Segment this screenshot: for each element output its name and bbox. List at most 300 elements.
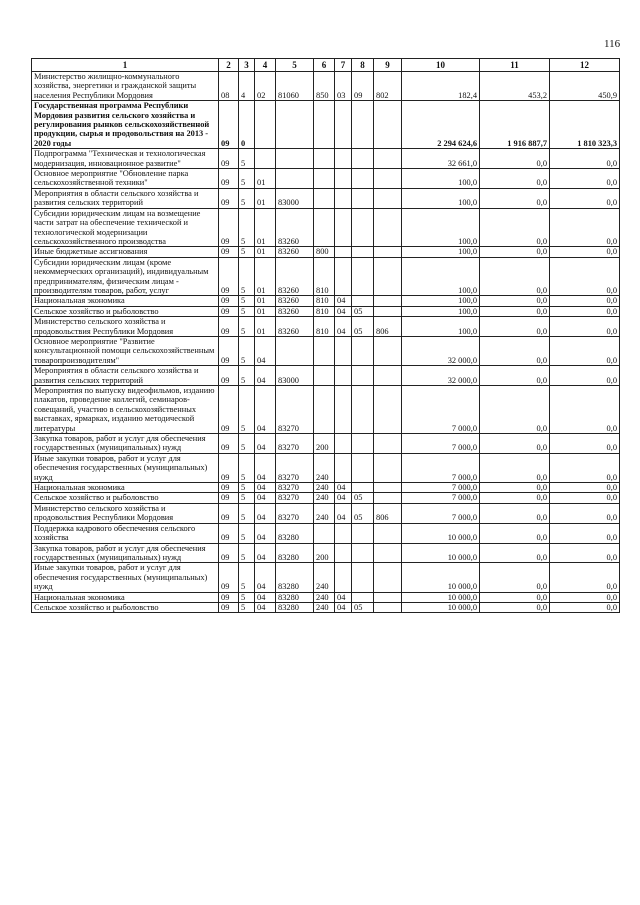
subsection-a-cell: 04: [335, 483, 352, 493]
item-name-cell: Национальная экономика: [32, 483, 219, 493]
target-article-cell: 83000: [276, 366, 314, 386]
expense-type-cell: [314, 149, 335, 169]
amount-year3-cell: 0,0: [550, 453, 620, 482]
expense-type-cell: 240: [314, 493, 335, 503]
event-code-cell: 04: [255, 386, 276, 434]
amount-year1-cell: 100,0: [402, 296, 480, 306]
event-code-cell: 04: [255, 366, 276, 386]
expense-type-cell: 200: [314, 434, 335, 454]
table-row: [32, 543, 620, 563]
ministry-code-cell: [374, 434, 402, 454]
program-code-cell: 5: [239, 523, 255, 543]
ministry-code-cell: [374, 336, 402, 365]
subsection-a-cell: 03: [335, 72, 352, 101]
target-article-cell: 83280: [276, 602, 314, 612]
section-code-cell: 09: [219, 503, 239, 523]
event-code-cell: 01: [255, 169, 276, 189]
program-code-cell: 5: [239, 296, 255, 306]
ministry-code-cell: [374, 306, 402, 316]
item-name-cell: Министерство сельского хозяйства и продовольствия Республики Мордовия: [32, 503, 219, 523]
subsection-b-cell: [352, 434, 374, 454]
item-name-cell: Субсидии юридическим лицам на возмещение части затрат на обеспечение технической и технологической модернизации сельскохозяйственного производства: [32, 208, 219, 247]
amount-year1-cell: 100,0: [402, 247, 480, 257]
subsection-a-cell: [335, 563, 352, 592]
subsection-b-cell: [352, 563, 374, 592]
item-name-cell: Национальная экономика: [32, 296, 219, 306]
event-code-cell: 01: [255, 257, 276, 296]
target-article-cell: 81060: [276, 72, 314, 101]
ministry-code-cell: [374, 602, 402, 612]
item-name-cell: Субсидии юридическим лицам (кроме некоммерческих организаций), индивидуальным предпринимателям, физическим лицам - производителям товаров, работ, услуг: [32, 257, 219, 296]
section-code-cell: 09: [219, 296, 239, 306]
program-code-cell: 5: [239, 493, 255, 503]
ministry-code-cell: [374, 543, 402, 563]
ministry-code-cell: [374, 188, 402, 208]
expense-type-cell: 850: [314, 72, 335, 101]
section-code-cell: 09: [219, 493, 239, 503]
amount-year1-cell: 7 000,0: [402, 453, 480, 482]
table-row: [32, 72, 620, 101]
expense-type-cell: 200: [314, 543, 335, 563]
subsection-a-cell: [335, 336, 352, 365]
amount-year1-cell: 7 000,0: [402, 434, 480, 454]
section-code-cell: 09: [219, 602, 239, 612]
item-name-cell: Иные закупки товаров, работ и услуг для обеспечения государственных (муниципальных) нужд: [32, 563, 219, 592]
subsection-a-cell: 04: [335, 503, 352, 523]
event-code-cell: 04: [255, 602, 276, 612]
table-row: [32, 602, 620, 612]
item-name-cell: Иные закупки товаров, работ и услуг для обеспечения государственных (муниципальных) нужд: [32, 453, 219, 482]
subsection-b-cell: [352, 453, 374, 482]
ministry-code-cell: [374, 483, 402, 493]
ministry-code-cell: [374, 296, 402, 306]
program-code-cell: 5: [239, 208, 255, 247]
ministry-code-cell: [374, 523, 402, 543]
expense-type-cell: 240: [314, 483, 335, 493]
program-code-cell: 5: [239, 247, 255, 257]
subsection-b-cell: 09: [352, 72, 374, 101]
section-code-cell: 09: [219, 257, 239, 296]
ministry-code-cell: 806: [374, 503, 402, 523]
item-name-cell: Поддержка кадрового обеспечения сельского хозяйства: [32, 523, 219, 543]
subsection-b-cell: [352, 336, 374, 365]
expense-type-cell: 240: [314, 592, 335, 602]
subsection-b-cell: 05: [352, 503, 374, 523]
subsection-b-cell: 05: [352, 493, 374, 503]
amount-year1-cell: 7 000,0: [402, 386, 480, 434]
subsection-a-cell: [335, 523, 352, 543]
target-article-cell: 83270: [276, 493, 314, 503]
event-code-cell: 04: [255, 483, 276, 493]
event-code-cell: 01: [255, 317, 276, 337]
program-code-cell: 5: [239, 188, 255, 208]
amount-year3-cell: 0,0: [550, 169, 620, 189]
section-code-cell: 09: [219, 563, 239, 592]
target-article-cell: 83270: [276, 386, 314, 434]
table-row: [32, 188, 620, 208]
subsection-a-cell: [335, 386, 352, 434]
section-code-cell: 09: [219, 208, 239, 247]
subsection-b-cell: [352, 386, 374, 434]
section-code-cell: 09: [219, 101, 239, 149]
amount-year2-cell: 0,0: [480, 317, 550, 337]
ministry-code-cell: [374, 493, 402, 503]
ministry-code-cell: 802: [374, 72, 402, 101]
subsection-a-cell: [335, 188, 352, 208]
table-body: [32, 72, 620, 613]
expense-type-cell: [314, 101, 335, 149]
table-row: [32, 247, 620, 257]
ministry-code-cell: [374, 386, 402, 434]
program-code-cell: 5: [239, 306, 255, 316]
event-code-cell: 04: [255, 592, 276, 602]
amount-year1-cell: 10 000,0: [402, 592, 480, 602]
amount-year3-cell: 0,0: [550, 336, 620, 365]
amount-year3-cell: 0,0: [550, 257, 620, 296]
event-code-cell: 04: [255, 523, 276, 543]
event-code-cell: 04: [255, 563, 276, 592]
target-article-cell: 83260: [276, 296, 314, 306]
subsection-a-cell: 04: [335, 602, 352, 612]
amount-year1-cell: 32 000,0: [402, 336, 480, 365]
item-name-cell: Государственная программа Республики Мордовия развития сельского хозяйства и регулирования рынков сельскохозяйственной продукции, сырья и продовольствия на 2013 - 2020 годы: [32, 101, 219, 149]
expense-type-cell: [314, 523, 335, 543]
event-code-cell: 04: [255, 503, 276, 523]
event-code-cell: 01: [255, 247, 276, 257]
event-code-cell: 01: [255, 188, 276, 208]
ministry-code-cell: [374, 208, 402, 247]
subsection-b-cell: [352, 483, 374, 493]
table-row: [32, 503, 620, 523]
program-code-cell: 5: [239, 169, 255, 189]
subsection-a-cell: [335, 366, 352, 386]
subsection-a-cell: 04: [335, 296, 352, 306]
ministry-code-cell: [374, 592, 402, 602]
table-row: [32, 453, 620, 482]
table-row: [32, 523, 620, 543]
subsection-a-cell: [335, 208, 352, 247]
amount-year2-cell: 0,0: [480, 296, 550, 306]
target-article-cell: 83280: [276, 592, 314, 602]
target-article-cell: 83260: [276, 306, 314, 316]
amount-year2-cell: 0,0: [480, 336, 550, 365]
amount-year1-cell: 7 000,0: [402, 493, 480, 503]
amount-year2-cell: 0,0: [480, 386, 550, 434]
subsection-a-cell: 04: [335, 306, 352, 316]
table-row: [32, 169, 620, 189]
expense-type-cell: [314, 208, 335, 247]
table-row: [32, 296, 620, 306]
table-row: [32, 483, 620, 493]
program-code-cell: 0: [239, 101, 255, 149]
ministry-code-cell: [374, 453, 402, 482]
section-code-cell: 09: [219, 247, 239, 257]
amount-year3-cell: 0,0: [550, 306, 620, 316]
section-code-cell: 09: [219, 453, 239, 482]
amount-year3-cell: 0,0: [550, 493, 620, 503]
column-header: 2: [219, 59, 239, 72]
column-header: 5: [276, 59, 314, 72]
table-row: [32, 101, 620, 149]
amount-year3-cell: 0,0: [550, 523, 620, 543]
table-row: [32, 386, 620, 434]
subsection-b-cell: [352, 366, 374, 386]
item-name-cell: Сельское хозяйство и рыболовство: [32, 493, 219, 503]
expense-type-cell: 240: [314, 453, 335, 482]
section-code-cell: 09: [219, 592, 239, 602]
target-article-cell: 83260: [276, 317, 314, 337]
program-code-cell: 5: [239, 483, 255, 493]
amount-year3-cell: 0,0: [550, 503, 620, 523]
expense-type-cell: [314, 386, 335, 434]
amount-year2-cell: 0,0: [480, 208, 550, 247]
event-code-cell: 02: [255, 72, 276, 101]
amount-year2-cell: 453,2: [480, 72, 550, 101]
amount-year2-cell: 0,0: [480, 434, 550, 454]
section-code-cell: 09: [219, 483, 239, 493]
amount-year1-cell: 10 000,0: [402, 523, 480, 543]
column-header: 10: [402, 59, 480, 72]
expense-type-cell: [314, 169, 335, 189]
amount-year1-cell: 100,0: [402, 208, 480, 247]
amount-year2-cell: 0,0: [480, 493, 550, 503]
column-header: 9: [374, 59, 402, 72]
column-header: 7: [335, 59, 352, 72]
section-code-cell: 09: [219, 169, 239, 189]
amount-year2-cell: 0,0: [480, 483, 550, 493]
subsection-b-cell: [352, 523, 374, 543]
amount-year3-cell: 0,0: [550, 434, 620, 454]
amount-year3-cell: 0,0: [550, 366, 620, 386]
subsection-a-cell: 04: [335, 317, 352, 337]
section-code-cell: 09: [219, 336, 239, 365]
program-code-cell: 5: [239, 149, 255, 169]
amount-year2-cell: 0,0: [480, 188, 550, 208]
expense-type-cell: 810: [314, 296, 335, 306]
program-code-cell: 5: [239, 336, 255, 365]
subsection-b-cell: [352, 592, 374, 602]
target-article-cell: 83270: [276, 483, 314, 493]
expense-type-cell: 810: [314, 306, 335, 316]
target-article-cell: 83260: [276, 257, 314, 296]
table-row: [32, 336, 620, 365]
ministry-code-cell: [374, 366, 402, 386]
event-code-cell: 01: [255, 306, 276, 316]
subsection-a-cell: [335, 247, 352, 257]
column-header: 3: [239, 59, 255, 72]
subsection-a-cell: [335, 257, 352, 296]
item-name-cell: Национальная экономика: [32, 592, 219, 602]
amount-year1-cell: 100,0: [402, 317, 480, 337]
item-name-cell: Министерство жилищно-коммунального хозяйства, энергетики и гражданской защиты населения Республики Мордовия: [32, 72, 219, 101]
amount-year2-cell: 0,0: [480, 306, 550, 316]
column-header: 4: [255, 59, 276, 72]
ministry-code-cell: [374, 247, 402, 257]
table-row: [32, 592, 620, 602]
amount-year2-cell: 0,0: [480, 247, 550, 257]
subsection-a-cell: [335, 169, 352, 189]
program-code-cell: 5: [239, 453, 255, 482]
section-code-cell: 09: [219, 306, 239, 316]
amount-year1-cell: 32 000,0: [402, 366, 480, 386]
amount-year1-cell: 100,0: [402, 169, 480, 189]
table-row: [32, 149, 620, 169]
target-article-cell: 83260: [276, 208, 314, 247]
amount-year1-cell: 7 000,0: [402, 503, 480, 523]
subsection-b-cell: [352, 208, 374, 247]
amount-year1-cell: 100,0: [402, 306, 480, 316]
amount-year2-cell: 0,0: [480, 602, 550, 612]
expense-type-cell: 240: [314, 503, 335, 523]
subsection-b-cell: [352, 543, 374, 563]
amount-year2-cell: 0,0: [480, 592, 550, 602]
table-row: [32, 493, 620, 503]
amount-year3-cell: 0,0: [550, 188, 620, 208]
subsection-b-cell: [352, 169, 374, 189]
event-code-cell: 04: [255, 543, 276, 563]
expense-type-cell: [314, 336, 335, 365]
subsection-b-cell: [352, 101, 374, 149]
subsection-a-cell: 04: [335, 493, 352, 503]
expense-type-cell: 800: [314, 247, 335, 257]
column-header: 6: [314, 59, 335, 72]
subsection-b-cell: [352, 296, 374, 306]
program-code-cell: 5: [239, 592, 255, 602]
item-name-cell: Иные бюджетные ассигнования: [32, 247, 219, 257]
amount-year2-cell: 0,0: [480, 453, 550, 482]
amount-year2-cell: 0,0: [480, 563, 550, 592]
program-code-cell: 4: [239, 72, 255, 101]
amount-year2-cell: 0,0: [480, 169, 550, 189]
target-article-cell: 83270: [276, 503, 314, 523]
expense-type-cell: 240: [314, 602, 335, 612]
amount-year2-cell: 0,0: [480, 503, 550, 523]
program-code-cell: 5: [239, 563, 255, 592]
expense-type-cell: [314, 188, 335, 208]
subsection-a-cell: [335, 434, 352, 454]
amount-year2-cell: 0,0: [480, 257, 550, 296]
amount-year1-cell: 100,0: [402, 188, 480, 208]
subsection-b-cell: 05: [352, 317, 374, 337]
column-header: 11: [480, 59, 550, 72]
program-code-cell: 5: [239, 503, 255, 523]
item-name-cell: Мероприятия по выпуску видеофильмов, изданию плакатов, проведение коллегий, семинаров-совещаний, участию в сельскохозяйственных выставках, ярмарках, изданию методической литературы: [32, 386, 219, 434]
ministry-code-cell: [374, 169, 402, 189]
target-article-cell: [276, 169, 314, 189]
subsection-b-cell: 05: [352, 602, 374, 612]
target-article-cell: 83270: [276, 453, 314, 482]
amount-year3-cell: 0,0: [550, 483, 620, 493]
target-article-cell: 83280: [276, 523, 314, 543]
subsection-b-cell: [352, 149, 374, 169]
amount-year1-cell: 10 000,0: [402, 602, 480, 612]
section-code-cell: 09: [219, 543, 239, 563]
ministry-code-cell: 806: [374, 317, 402, 337]
subsection-a-cell: [335, 101, 352, 149]
amount-year1-cell: 10 000,0: [402, 563, 480, 592]
event-code-cell: 01: [255, 208, 276, 247]
section-code-cell: 08: [219, 72, 239, 101]
table-row: [32, 366, 620, 386]
subsection-a-cell: [335, 149, 352, 169]
item-name-cell: Закупка товаров, работ и услуг для обеспечения государственных (муниципальных) нужд: [32, 434, 219, 454]
amount-year3-cell: 0,0: [550, 317, 620, 337]
table-header-row: [32, 59, 620, 72]
table-row: [32, 306, 620, 316]
page-number: 116: [604, 38, 621, 50]
amount-year2-cell: 0,0: [480, 366, 550, 386]
section-code-cell: 09: [219, 188, 239, 208]
item-name-cell: Основное мероприятие "Развитие консультационной помощи сельскохозяйственным товаропроизводителям": [32, 336, 219, 365]
amount-year3-cell: 0,0: [550, 149, 620, 169]
table-row: [32, 563, 620, 592]
amount-year2-cell: 0,0: [480, 149, 550, 169]
amount-year3-cell: 0,0: [550, 208, 620, 247]
program-code-cell: 5: [239, 386, 255, 434]
target-article-cell: [276, 336, 314, 365]
program-code-cell: 5: [239, 317, 255, 337]
amount-year1-cell: 2 294 624,6: [402, 101, 480, 149]
item-name-cell: Сельское хозяйство и рыболовство: [32, 602, 219, 612]
program-code-cell: 5: [239, 366, 255, 386]
event-code-cell: [255, 149, 276, 169]
event-code-cell: 04: [255, 434, 276, 454]
program-code-cell: 5: [239, 257, 255, 296]
amount-year3-cell: 0,0: [550, 602, 620, 612]
target-article-cell: 83000: [276, 188, 314, 208]
budget-table: [31, 58, 620, 613]
subsection-a-cell: [335, 543, 352, 563]
item-name-cell: Основное мероприятие "Обновление парка сельскохозяйственной техники": [32, 169, 219, 189]
subsection-b-cell: [352, 257, 374, 296]
subsection-b-cell: [352, 188, 374, 208]
amount-year1-cell: 10 000,0: [402, 543, 480, 563]
column-header: 8: [352, 59, 374, 72]
section-code-cell: 09: [219, 366, 239, 386]
item-name-cell: Сельское хозяйство и рыболовство: [32, 306, 219, 316]
item-name-cell: Министерство сельского хозяйства и продовольствия Республики Мордовия: [32, 317, 219, 337]
section-code-cell: 09: [219, 434, 239, 454]
amount-year3-cell: 0,0: [550, 247, 620, 257]
amount-year3-cell: 1 810 323,3: [550, 101, 620, 149]
expense-type-cell: [314, 366, 335, 386]
column-header: 1: [32, 59, 219, 72]
target-article-cell: 83280: [276, 543, 314, 563]
program-code-cell: 5: [239, 543, 255, 563]
section-code-cell: 09: [219, 386, 239, 434]
subsection-a-cell: 04: [335, 592, 352, 602]
section-code-cell: 09: [219, 149, 239, 169]
amount-year1-cell: 7 000,0: [402, 483, 480, 493]
table-row: [32, 317, 620, 337]
amount-year2-cell: 1 916 887,7: [480, 101, 550, 149]
amount-year3-cell: 0,0: [550, 386, 620, 434]
expense-type-cell: 810: [314, 257, 335, 296]
item-name-cell: Подпрограмма "Техническая и технологическая модернизация, инновационное развитие": [32, 149, 219, 169]
column-header: 12: [550, 59, 620, 72]
expense-type-cell: 810: [314, 317, 335, 337]
event-code-cell: 01: [255, 296, 276, 306]
table-row: [32, 434, 620, 454]
amount-year3-cell: 0,0: [550, 296, 620, 306]
target-article-cell: 83260: [276, 247, 314, 257]
ministry-code-cell: [374, 563, 402, 592]
program-code-cell: 5: [239, 602, 255, 612]
target-article-cell: [276, 149, 314, 169]
table-row: [32, 257, 620, 296]
amount-year2-cell: 0,0: [480, 523, 550, 543]
target-article-cell: 83280: [276, 563, 314, 592]
